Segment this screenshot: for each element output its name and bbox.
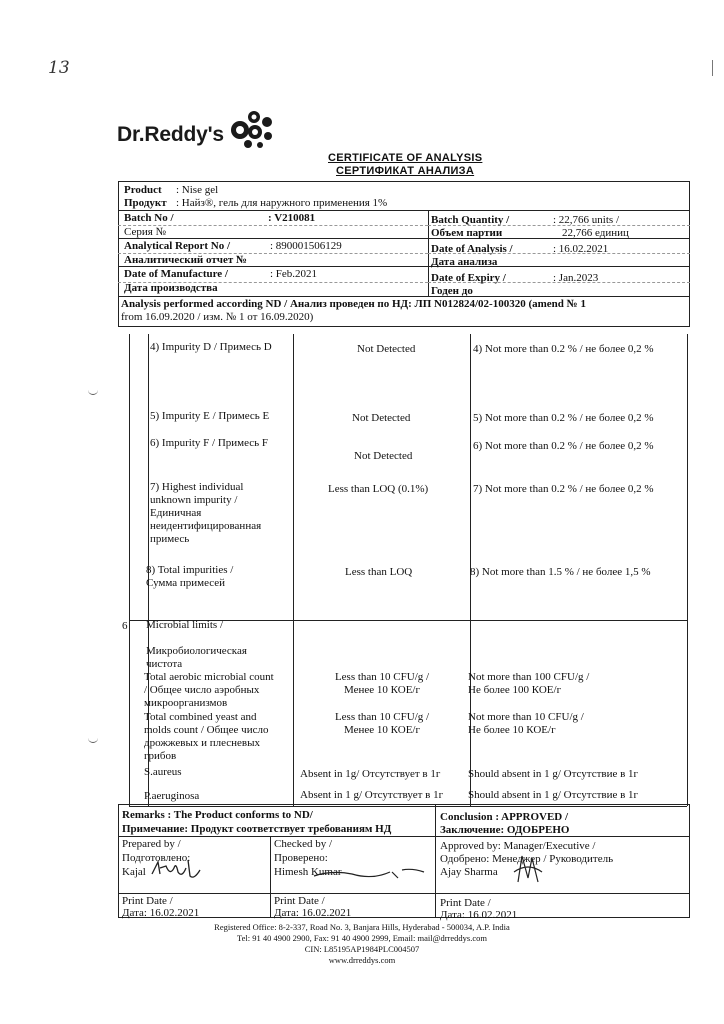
report-label-ru: Аналитический отчет №	[124, 254, 248, 266]
microbial-name: S.aureus	[144, 766, 182, 778]
approved-name: Ajay Sharma	[440, 866, 498, 878]
microbial-spec: Should absent in 1 g/ Отсутствие в 1г	[468, 768, 639, 780]
microbial-name: Total combined yeast and molds count / Общее число дрожжевых и плесневых грибов	[144, 711, 269, 762]
doe-value: : Jan.2023	[553, 272, 599, 284]
test-spec: 7) Not more than 0.2 % / не более 0,2 %	[473, 483, 654, 495]
product-value-ru: : Найз®, гель для наружного применения 1%	[176, 197, 388, 209]
doa-label: Date of Analysis /	[431, 243, 513, 255]
print-date-value: Дата: 16.02.2021	[122, 907, 200, 919]
test-spec: 6) Not more than 0.2 % / не более 0,2 %	[473, 440, 654, 452]
report-label: Analytical Report No /	[124, 240, 231, 252]
test-spec: 4) Not more than 0.2 % / не более 0,2 %	[473, 343, 654, 355]
microbial-name: P.aeruginosa	[144, 790, 200, 802]
doc-title-ru: СЕРТИФИКАТ АНАЛИЗА	[336, 165, 475, 177]
doe-label: Date of Expiry /	[431, 272, 506, 284]
remarks-ru: Примечание: Продукт соответствует требованиям НД	[122, 823, 392, 835]
analysis-line-1: Analysis performed according ND / Анализ проведен по НД: ЛП N012824/02-100320 (amend № 1	[121, 298, 586, 310]
margin-mark	[712, 60, 713, 76]
test-result: Less than LOQ (0.1%)	[328, 483, 429, 495]
doe-label-ru: Годен до	[431, 285, 473, 297]
test-name: 5) Impurity E / Примесь E	[150, 410, 270, 422]
batch-label: Batch No /	[124, 212, 174, 224]
footer-address: Registered Office: 8-2-337, Road No. 3, Banjara Hills, Hyderabad - 500034, A.P. India	[214, 922, 510, 932]
margin-mark	[88, 390, 98, 395]
qty-label: Batch Quantity /	[431, 214, 510, 226]
doa-label-ru: Дата анализа	[431, 256, 498, 268]
product-label-ru: Продукт	[124, 197, 167, 209]
batch-value: : V210081	[268, 212, 316, 224]
prepared-signature	[148, 856, 208, 882]
qty-label-ru: Объем партии	[431, 227, 503, 239]
microbial-result: Less than 10 CFU/g / Менее 10 КОЕ/г	[334, 671, 430, 696]
conclusion-ru: Заключение: ОДОБРЕНО	[440, 824, 570, 836]
microbial-result: Absent in 1 g/ Отсутствует в 1г	[300, 789, 444, 801]
approved-label: Approved by: Manager/Executive /	[440, 840, 596, 852]
brand-logo-text: Dr.Reddy's	[117, 123, 224, 146]
microbial-spec: Should absent in 1 g/ Отсутствие в 1г	[468, 789, 639, 801]
test-name: 8) Total impurities / Сумма примесей	[146, 564, 234, 589]
margin-mark	[88, 738, 98, 743]
report-value: : 890001506129	[270, 240, 342, 252]
test-result: Not Detected	[352, 412, 411, 424]
checked-label-ru: Проверено:	[274, 852, 328, 864]
conclusion-en: Conclusion : APPROVED /	[440, 811, 569, 823]
print-date-label: Print Date /	[274, 895, 325, 907]
test-name: 7) Highest individual unknown impurity / Единичная неидентифицированная примесь	[150, 481, 262, 545]
test-name: 4) Impurity D / Примесь D	[150, 341, 272, 353]
page-mark: 13	[48, 58, 70, 78]
print-date-value: Дата: 16.02.2021	[274, 907, 352, 919]
checked-label: Checked by /	[274, 838, 333, 850]
test-spec: 8) Not more than 1.5 % / не более 1,5 %	[470, 566, 651, 578]
product-value: : Nise gel	[176, 184, 219, 196]
batch-label-ru: Серия №	[124, 226, 167, 238]
dom-value: : Feb.2021	[270, 268, 318, 280]
doc-title-en: CERTIFICATE OF ANALYSIS	[328, 152, 483, 164]
microbial-name: Total aerobic microbial count / Общее число аэробных микроорганизмов	[144, 671, 274, 709]
test-result: Not Detected	[357, 343, 416, 355]
print-date-label: Print Date /	[440, 897, 491, 909]
test-spec: 5) Not more than 0.2 % / не более 0,2 %	[473, 412, 654, 424]
product-label: Product	[124, 184, 162, 196]
checked-signature	[312, 862, 430, 884]
microbial-spec: Not more than 10 CFU/g / Не более 10 КОЕ/г	[468, 711, 584, 736]
remarks-en: Remarks : The Product conforms to ND/	[122, 809, 313, 821]
dom-label-ru: Дата производства	[124, 282, 218, 294]
test-result: Less than LOQ	[345, 566, 413, 578]
checked-name: Himesh Kumar	[274, 866, 342, 878]
test-name: 6) Impurity F / Примесь F	[150, 437, 269, 449]
footer-contact: Tel: 91 40 4900 2900, Fax: 91 40 4900 2999, Email: mail@drreddys.com	[237, 933, 487, 943]
prepared-name: Kajal	[122, 866, 146, 878]
test-result: Not Detected	[354, 450, 413, 462]
microbial-spec: Not more than 100 CFU/g / Не более 100 КОЕ/г	[468, 671, 590, 696]
qty-value: : 22,766 units /	[553, 214, 620, 226]
footer-cin: CIN: L85195AP1984PLC004507	[304, 944, 420, 954]
approved-label-ru: Одобрено: Менеджер / Руководитель	[440, 853, 614, 865]
approved-signature	[508, 852, 548, 888]
prepared-label-ru: Подготовлено:	[122, 852, 191, 864]
doa-value: : 16.02.2021	[553, 243, 609, 255]
microbial-title: Microbial limits / Микробиологическая чистота	[146, 619, 247, 670]
microbial-result: Absent in 1g/ Отсутствует в 1г	[300, 768, 441, 780]
footer-website: www.drreddys.com	[328, 955, 396, 965]
qty-value-ru: 22,766 единиц	[562, 227, 629, 239]
brand-logo-icon	[228, 108, 276, 152]
prepared-label: Prepared by /	[122, 838, 181, 850]
print-date-label: Print Date /	[122, 895, 173, 907]
dom-label: Date of Manufacture /	[124, 268, 228, 280]
microbial-result: Less than 10 CFU/g / Менее 10 КОЕ/г	[334, 711, 430, 736]
analysis-line-2: from 16.09.2020 / изм. № 1 от 16.09.2020)	[121, 311, 314, 323]
microbial-no: 6	[122, 620, 128, 632]
print-date-value: Дата: 16.02.2021	[440, 909, 518, 921]
